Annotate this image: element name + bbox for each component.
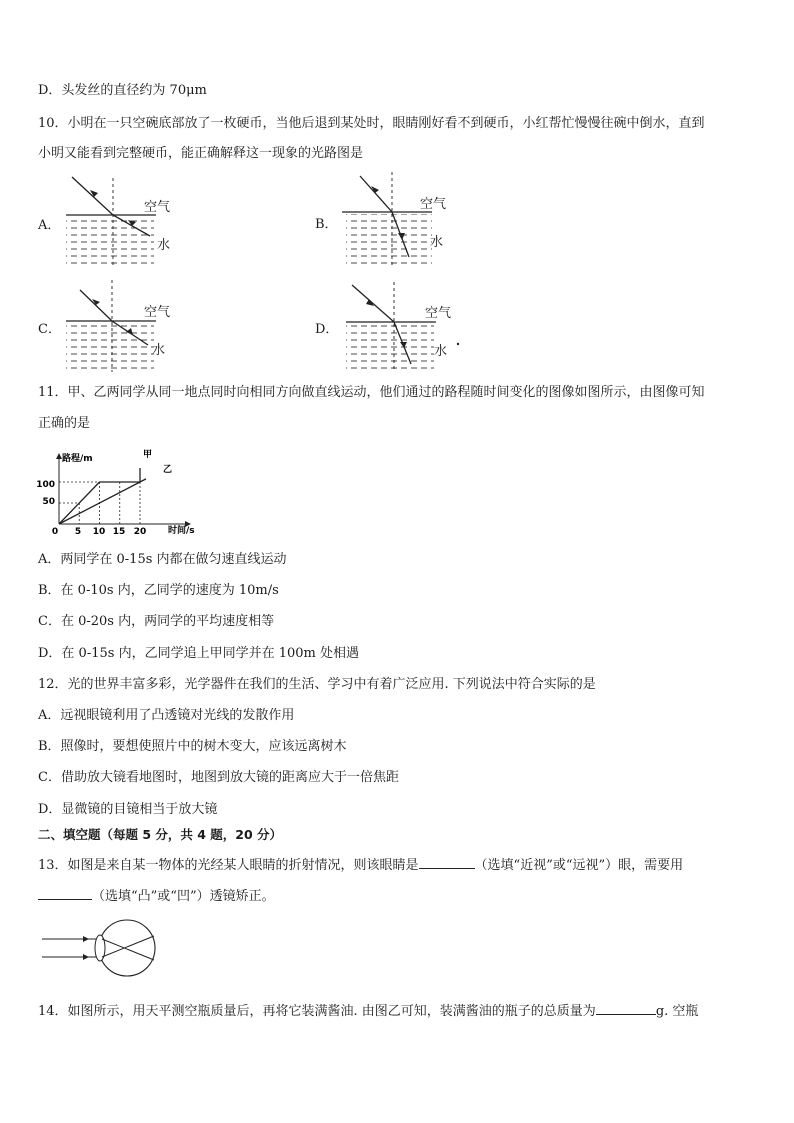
series-1-segment-0 <box>59 482 100 524</box>
series-yi-label: 乙 <box>163 465 173 475</box>
q10-option-d-letter: D． <box>315 322 339 337</box>
q12-option-d: D．显微镜的目镜相当于放大镜 <box>38 802 218 817</box>
q10-a-air-label: 空气 <box>144 200 171 215</box>
x-tick-20: 20 <box>133 527 147 537</box>
q14-text-part2: g. 空瓶 <box>655 1004 699 1019</box>
q11-option-c: C．在 0-20s 内，两同学的平均速度相等 <box>38 614 275 629</box>
q10-c-air-label: 空气 <box>144 305 171 320</box>
q10-diagrams <box>0 0 794 380</box>
q9-option-d: D．头发丝的直径约为 70μm <box>38 83 207 98</box>
q11-option-a: A．两同学在 0-15s 内都在做匀速直线运动 <box>38 552 287 567</box>
q10-b-water-label: 水 <box>430 235 444 250</box>
q13-blank-1[interactable] <box>419 854 475 869</box>
q10-option-a-letter: A． <box>38 218 61 233</box>
q12-option-b: B．照像时，要想使照片中的树木变大，应该远离树木 <box>38 739 347 754</box>
q10-diagram-c <box>66 280 156 372</box>
x-tick-15: 15 <box>112 527 126 537</box>
y-tick-100: 100 <box>36 480 55 490</box>
q10-stem-line2: 小明又能看到完整硬币，能正确解释这一现象的光路图是 <box>38 146 364 161</box>
q10-option-c-letter: C． <box>38 322 61 337</box>
q14-text-part1: 14．如图所示，用天平测空瓶质量后，再将它装满酱油. 由图乙可知，装满酱油的瓶子的总质量为 <box>38 1004 596 1019</box>
q10-d-water-label: 水 <box>434 344 448 359</box>
q11-option-d: D．在 0-15s 内，乙同学追上甲同学并在 100m 处相遇 <box>38 646 359 661</box>
section-title: 二、填空题（每题 5 分，共 4 题，20 分） <box>38 827 283 842</box>
q12-option-a: A．远视眼镜利用了凸透镜对光线的发散作用 <box>38 708 295 723</box>
q13-text-part3: （选填“凸”或“凹”）透镜矫正。 <box>92 889 275 904</box>
q10-stem-line1: 10．小明在一只空碗底部放了一枚硬币，当他后退到某处时，眼睛刚好看不到硬币，小红帮忙慢慢往碗中倒水，直到 <box>38 116 705 131</box>
eyeball <box>99 920 155 976</box>
x-tick-10: 10 <box>92 527 106 537</box>
q14-blank-1[interactable] <box>596 1000 656 1015</box>
q10-b-air-label: 空气 <box>420 197 447 212</box>
origin-label: 0 <box>51 527 59 537</box>
q11-distance-time-graph <box>30 448 200 538</box>
q10-diagram-a <box>66 177 156 268</box>
q12-option-c: C．借助放大镜看地图时，地图到放大镜的距离应大于一倍焦距 <box>38 770 399 785</box>
q11-option-b: B．在 0-10s 内，乙同学的速度为 10m/s <box>38 583 279 598</box>
q13-line1 <box>38 854 683 875</box>
series-jia-label: 甲 <box>143 450 153 460</box>
y-axis-label: 路程/m <box>62 454 93 464</box>
q13-eye-diagram <box>36 918 166 978</box>
y-tick-50: 50 <box>42 497 55 507</box>
q10-diagram-b <box>342 172 432 266</box>
q13-text-part2: （选填“近视”或“远视”）眼，需要用 <box>474 858 684 873</box>
q10-d-air-label: 空气 <box>425 306 452 321</box>
x-axis-label: 时间/s <box>168 526 195 536</box>
q14-line1 <box>38 1000 698 1021</box>
q11-stem-line2: 正确的是 <box>38 416 91 431</box>
x-tick-5: 5 <box>74 527 82 537</box>
q10-option-b-letter: B． <box>315 217 338 232</box>
series-0-extension <box>140 479 146 482</box>
series-lines <box>59 468 146 524</box>
q10-c-water-label: 水 <box>152 343 166 358</box>
q10-a-water-label: 水 <box>157 238 171 253</box>
q12-stem: 12．光的世界丰富多彩，光学器件在我们的生活、学习中有着广泛应用. 下列说法中符合实际的是 <box>38 677 596 692</box>
q11-stem-line1: 11．甲、乙两同学从同一地点同时向相同方向做直线运动，他们通过的路程随时间变化的图像如图所示，由图像可知 <box>38 385 705 400</box>
eye-lens <box>95 935 105 961</box>
q13-text-part1: 13．如图是来自某一物体的光经某人眼睛的折射情况，则该眼睛是 <box>38 858 419 873</box>
q13-blank-2[interactable] <box>38 885 92 900</box>
q13-line2 <box>38 885 275 906</box>
